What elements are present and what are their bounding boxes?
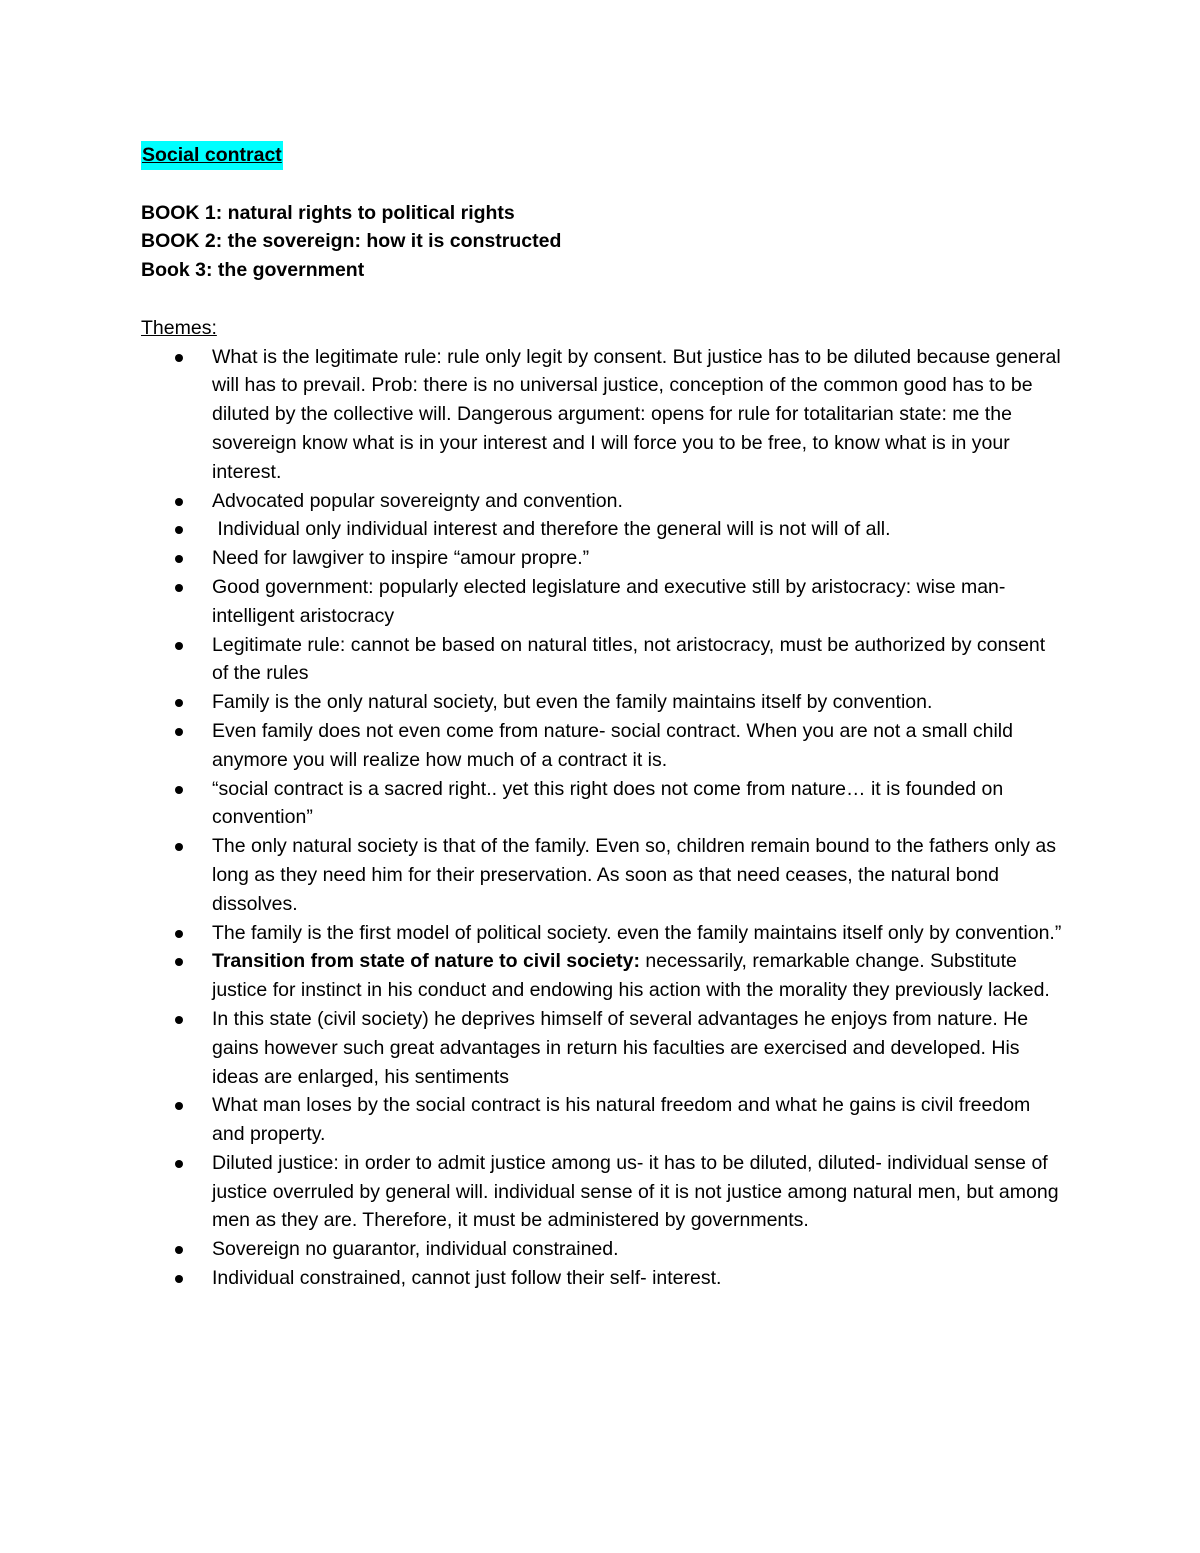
list-item-text: Individual constrained, cannot just follow their self- interest. (212, 1267, 722, 1290)
list-item-text: In this state (civil society) he deprives himself of several advantages he enjoys from nature. He gains however such great advantages in return his faculties are exercised and developed. His ideas are enlarged, his sentiments (212, 1007, 1034, 1088)
list-item-text: Diluted justice: in order to admit justice among us- it has to be diluted, diluted- individual sense of justice overruled by general will. individual sense of it is not justice among natural men, but among men as they are. Therefore, it must be administered by governments. (212, 1151, 1064, 1232)
list-item-text: The only natural society is that of the family. Even so, children remain bound to the fathers only as long as they need him for their preservation. As soon as that need ceases, the natural bond dissolves. (212, 835, 1062, 915)
book-line-1: BOOK 1: natural rights to political rights (141, 201, 515, 224)
themes-heading: Themes: (141, 316, 217, 339)
bullet-icon (175, 1160, 183, 1168)
book-line-3: Book 3: the government (141, 259, 365, 282)
list-item-text: necessarily, remarkable change. Substitute justice for instinct in his conduct and endowing his action with the morality they previously lacked. (212, 950, 1050, 1002)
list-item-text: Good government: popularly elected legislature and executive still by aristocracy: wise man- intelligent aristocracy (212, 575, 1011, 627)
bullet-icon (175, 354, 183, 362)
bullet-icon (175, 1016, 183, 1024)
list-item (141, 343, 1066, 487)
list-item (141, 1005, 1066, 1091)
bullet-icon (175, 1275, 183, 1283)
list-item (141, 717, 1066, 775)
bullet-icon (175, 642, 183, 650)
list-item-text: Need for lawgiver to inspire “amour propre.” (212, 547, 590, 570)
list-item-text: What is the legitimate rule: rule only legit by consent. But justice has to be diluted because general will has to prevail. Prob: there is no universal justice, conception of the common good has to be diluted by the collective will. Dangerous argument: opens for rule for totalitarian state: me the sovereign know what is in your interest and I will force you to be free, to know what is in your interest. (212, 345, 1067, 483)
bullet-icon (175, 498, 183, 506)
list-item-text: What man loses by the social contract is his natural freedom and what he gains is civil freedom and property. (212, 1094, 1036, 1146)
book-line-2: BOOK 2: the sovereign: how it is constructed (141, 230, 562, 253)
document-title: Social contract (141, 141, 283, 170)
list-item-text: Family is the only natural society, but even the family maintains itself by convention. (212, 691, 933, 714)
list-item (141, 544, 1066, 573)
document-page (141, 141, 1066, 1293)
list-item-text: The family is the first model of political society. even the family maintains itself only by convention.” (212, 921, 1062, 944)
title-line (141, 141, 1066, 170)
bullet-icon (175, 526, 183, 534)
list-item (141, 631, 1066, 689)
list-item-text: Sovereign no guarantor, individual constrained. (212, 1238, 619, 1261)
spacer (141, 170, 1066, 199)
bullet-icon (175, 786, 183, 794)
list-item (141, 1264, 1066, 1293)
list-item (141, 1091, 1066, 1149)
list-item-text: Advocated popular sovereignty and convention. (212, 489, 623, 512)
list-item (141, 487, 1066, 516)
bullet-icon (175, 1102, 183, 1110)
bullet-icon (175, 555, 183, 563)
list-item (141, 688, 1066, 717)
bullet-icon (175, 958, 183, 966)
bullet-icon (175, 843, 183, 851)
list-item (141, 832, 1066, 918)
list-item-text: Even family does not even come from nature- social contract. When you are not a small child anymore you will realize how much of a contract it is. (212, 719, 1019, 771)
list-item (141, 1149, 1066, 1235)
list-item-text: Legitimate rule: cannot be based on natural titles, not aristocracy, must be authorized by consent of the rules (212, 633, 1051, 685)
list-item-text: Individual only individual interest and therefore the general will is not will of all. (212, 518, 891, 541)
themes-list (141, 343, 1066, 1293)
list-item (141, 1235, 1066, 1264)
list-item (141, 775, 1066, 833)
bullet-icon (175, 584, 183, 592)
list-item-bold-text: Transition from state of nature to civil society: (212, 950, 641, 973)
bullet-icon (175, 728, 183, 736)
themes-heading-line (141, 314, 1066, 343)
list-item-text: “social contract is a sacred right.. yet this right does not come from nature… it is founded on convention” (212, 777, 1009, 829)
spacer (141, 285, 1066, 314)
list-item (141, 947, 1066, 1005)
bullet-icon (175, 1246, 183, 1254)
list-item (141, 515, 1066, 544)
bullet-icon (175, 699, 183, 707)
list-item (141, 573, 1066, 631)
list-item (141, 919, 1066, 948)
bullet-icon (175, 930, 183, 938)
